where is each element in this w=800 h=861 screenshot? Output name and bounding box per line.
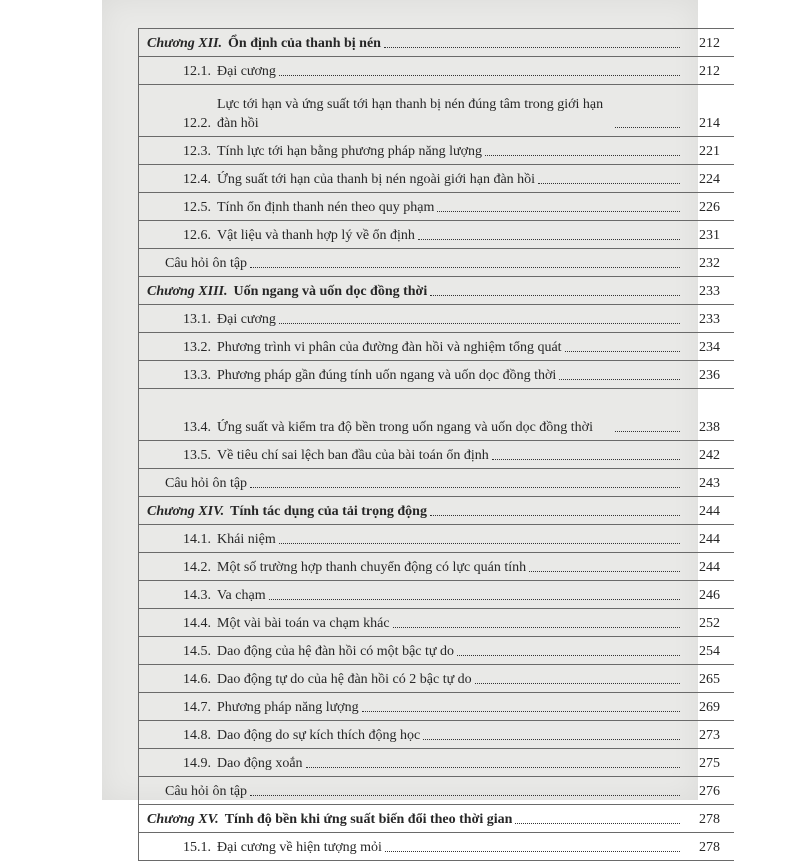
- chapter-number: Chương XV.: [147, 812, 219, 827]
- toc-entry-title: [183, 226, 415, 245]
- dot-leader: [515, 822, 680, 824]
- dot-leader: [615, 430, 680, 432]
- entry-label: Câu hỏi ôn tập: [165, 476, 248, 491]
- toc-row-chapter: [139, 805, 734, 833]
- toc-entry-title: [147, 502, 427, 521]
- toc-row-section: [139, 441, 734, 469]
- toc-row-review: [139, 249, 734, 277]
- toc-entry-title: [183, 366, 556, 385]
- toc-row-section: [139, 221, 734, 249]
- page-number: 224: [699, 172, 720, 187]
- page-number: 244: [699, 560, 720, 575]
- entry-label: Ứng suất và kiểm tra độ bền trong uốn ngang và uốn dọc đồng thời: [217, 420, 593, 435]
- dot-leader: [362, 710, 680, 712]
- dot-leader: [529, 570, 680, 572]
- entry-label: Câu hỏi ôn tập: [165, 256, 248, 271]
- dot-leader: [457, 654, 680, 656]
- toc-row-review: [139, 469, 734, 497]
- entry-label: Ổn định của thanh bị nén: [228, 36, 381, 51]
- entry-label: Đại cương: [217, 312, 276, 327]
- toc-entry-title: [183, 670, 472, 689]
- chapter-number: Chương XIII.: [147, 284, 228, 299]
- toc-entry-title: [183, 530, 276, 549]
- entry-label: Đại cương: [217, 64, 276, 79]
- toc-entry-title: [165, 474, 247, 493]
- section-number: 14.2.: [183, 560, 211, 575]
- page-number: 214: [699, 116, 720, 131]
- section-number: 14.7.: [183, 700, 211, 715]
- entry-label: Tính ổn định thanh nén theo quy phạm: [217, 200, 435, 215]
- section-number: 14.9.: [183, 756, 211, 771]
- toc-row-section: [139, 581, 734, 609]
- page-number: 244: [699, 532, 720, 547]
- page-number: 232: [699, 256, 720, 271]
- entry-label: Dao động tự do của hệ đàn hồi có 2 bậc tự do: [217, 672, 472, 687]
- toc-row-section: [139, 637, 734, 665]
- section-number: 12.1.: [183, 64, 211, 79]
- book-page: [102, 0, 720, 855]
- entry-label: Một vài bài toán va chạm khác: [217, 616, 390, 631]
- toc-row-section: [139, 389, 734, 441]
- toc-entry-title: [183, 586, 266, 605]
- section-number: 14.3.: [183, 588, 211, 603]
- toc-row-section: [139, 361, 734, 389]
- page-number: 231: [699, 228, 720, 243]
- entry-label: Tính tác dụng của tải trọng động: [230, 504, 427, 519]
- page-number: 273: [699, 728, 720, 743]
- toc-row-section: [139, 137, 734, 165]
- toc-row-section: [139, 609, 734, 637]
- toc-entry-title: [183, 198, 434, 217]
- toc-entry-title: [183, 558, 526, 577]
- dot-leader: [250, 486, 680, 488]
- toc-entry-title: [183, 310, 276, 329]
- section-number: 14.8.: [183, 728, 211, 743]
- dot-leader: [485, 154, 680, 156]
- toc-row-section: [139, 749, 734, 777]
- entry-label: Một số trường hợp thanh chuyển động có lực quán tính: [217, 560, 527, 575]
- entry-label: Khái niệm: [217, 532, 276, 547]
- toc-entry-title: [183, 338, 562, 357]
- page-number: 238: [699, 420, 720, 435]
- toc-entry-title: [183, 142, 482, 161]
- toc-entry-title: [183, 62, 276, 81]
- toc-entry-title: [183, 95, 612, 133]
- entry-label: Câu hỏi ôn tập: [165, 784, 248, 799]
- section-number: 12.5.: [183, 200, 211, 215]
- section-number: 13.2.: [183, 340, 211, 355]
- entry-label: Ứng suất tới hạn của thanh bị nén ngoài giới hạn đàn hồi: [217, 172, 536, 187]
- section-number: 12.2.: [183, 116, 211, 131]
- dot-leader: [250, 794, 680, 796]
- entry-label: Dao động do sự kích thích động học: [217, 728, 421, 743]
- page-number: 252: [699, 616, 720, 631]
- toc-row-chapter: [139, 497, 734, 525]
- toc-row-section: [139, 333, 734, 361]
- toc-row-review: [139, 777, 734, 805]
- toc-entry-title: [183, 754, 303, 773]
- section-number: 15.1.: [183, 840, 211, 855]
- section-number: 13.3.: [183, 368, 211, 383]
- toc-row-section: [139, 57, 734, 85]
- toc-entry-title: [183, 170, 535, 189]
- section-number: 12.6.: [183, 228, 211, 243]
- dot-leader: [279, 74, 680, 76]
- dot-leader: [384, 46, 680, 48]
- page-number: 242: [699, 448, 720, 463]
- dot-leader: [430, 514, 680, 516]
- toc-entry-title: [147, 34, 381, 53]
- page-number: 265: [699, 672, 720, 687]
- entry-label: Dao động của hệ đàn hồi có một bậc tự do: [217, 644, 454, 659]
- toc-row-chapter: [139, 29, 734, 57]
- dot-leader: [423, 738, 680, 740]
- entry-label: Tính độ bền khi ứng suất biến đổi theo thời gian: [224, 812, 513, 827]
- toc-entry-title: [147, 282, 427, 301]
- section-number: 14.5.: [183, 644, 211, 659]
- page-number: 243: [699, 476, 720, 491]
- entry-label: Dao động xoắn: [217, 756, 303, 771]
- page-number: 212: [699, 64, 720, 79]
- page-number: 254: [699, 644, 720, 659]
- section-number: 13.5.: [183, 448, 211, 463]
- toc-row-chapter: [139, 277, 734, 305]
- dot-leader: [279, 542, 680, 544]
- page-number: 246: [699, 588, 720, 603]
- dot-leader: [538, 182, 680, 184]
- entry-label: Phương trình vi phân của đường đàn hồi và nghiệm tổng quát: [217, 340, 562, 355]
- entry-label: Đại cương về hiện tượng mỏi: [217, 840, 382, 855]
- toc-entry-title: [183, 614, 390, 633]
- toc-entry-title: [183, 446, 489, 465]
- section-number: 14.6.: [183, 672, 211, 687]
- page-number: 226: [699, 200, 720, 215]
- dot-leader: [475, 682, 680, 684]
- entry-label: Lực tới hạn và ứng suất tới hạn thanh bị nén đúng tâm trong giới hạn đàn hồi: [217, 97, 604, 131]
- toc-entry-title: [183, 726, 420, 745]
- toc-row-section: [139, 193, 734, 221]
- section-number: 13.4.: [183, 420, 211, 435]
- toc-row-section: [139, 833, 734, 861]
- entry-label: Phương pháp năng lượng: [217, 700, 359, 715]
- page-number: 233: [699, 284, 720, 299]
- page-number: 276: [699, 784, 720, 799]
- toc-entry-title: [183, 838, 382, 857]
- entry-label: Vật liệu và thanh hợp lý về ổn định: [217, 228, 415, 243]
- page-number: 278: [699, 840, 720, 855]
- dot-leader: [393, 626, 680, 628]
- dot-leader: [437, 210, 680, 212]
- section-number: 12.4.: [183, 172, 211, 187]
- toc-row-section: [139, 665, 734, 693]
- page-number: 234: [699, 340, 720, 355]
- dot-leader: [565, 350, 680, 352]
- chapter-number: Chương XII.: [147, 36, 223, 51]
- table-of-contents: [138, 28, 734, 861]
- entry-label: Phương pháp gần đúng tính uốn ngang và uốn dọc đồng thời: [217, 368, 557, 383]
- dot-leader: [269, 598, 680, 600]
- entry-label: Uốn ngang và uốn dọc đồng thời: [233, 284, 428, 299]
- dot-leader: [306, 766, 680, 768]
- page-number: 212: [699, 36, 720, 51]
- toc-entry-title: [183, 698, 359, 717]
- dot-leader: [615, 126, 680, 128]
- toc-row-section: [139, 85, 734, 137]
- page-number: 221: [699, 144, 720, 159]
- section-number: 14.1.: [183, 532, 211, 547]
- toc-entry-title: [165, 782, 247, 801]
- chapter-number: Chương XIV.: [147, 504, 225, 519]
- toc-row-section: [139, 553, 734, 581]
- page-number: 244: [699, 504, 720, 519]
- toc-entry-title: [165, 254, 247, 273]
- toc-entry-title: [183, 642, 454, 661]
- dot-leader: [250, 266, 680, 268]
- dot-leader: [430, 294, 680, 296]
- dot-leader: [418, 238, 680, 240]
- toc-entry-title: [183, 418, 612, 437]
- entry-label: Va chạm: [217, 588, 266, 603]
- page-number: 269: [699, 700, 720, 715]
- section-number: 14.4.: [183, 616, 211, 631]
- dot-leader: [279, 322, 680, 324]
- dot-leader: [385, 850, 680, 852]
- toc-row-section: [139, 693, 734, 721]
- dot-leader: [492, 458, 680, 460]
- entry-label: Về tiêu chí sai lệch ban đầu của bài toán ổn định: [217, 448, 489, 463]
- toc-row-section: [139, 305, 734, 333]
- page-number: 275: [699, 756, 720, 771]
- page-number: 278: [699, 812, 720, 827]
- section-number: 12.3.: [183, 144, 211, 159]
- section-number: 13.1.: [183, 312, 211, 327]
- entry-label: Tính lực tới hạn bằng phương pháp năng lượng: [217, 144, 483, 159]
- toc-row-section: [139, 165, 734, 193]
- page-number: 236: [699, 368, 720, 383]
- page-number: 233: [699, 312, 720, 327]
- toc-entry-title: [147, 810, 512, 829]
- dot-leader: [559, 378, 680, 380]
- toc-row-section: [139, 721, 734, 749]
- toc-row-section: [139, 525, 734, 553]
